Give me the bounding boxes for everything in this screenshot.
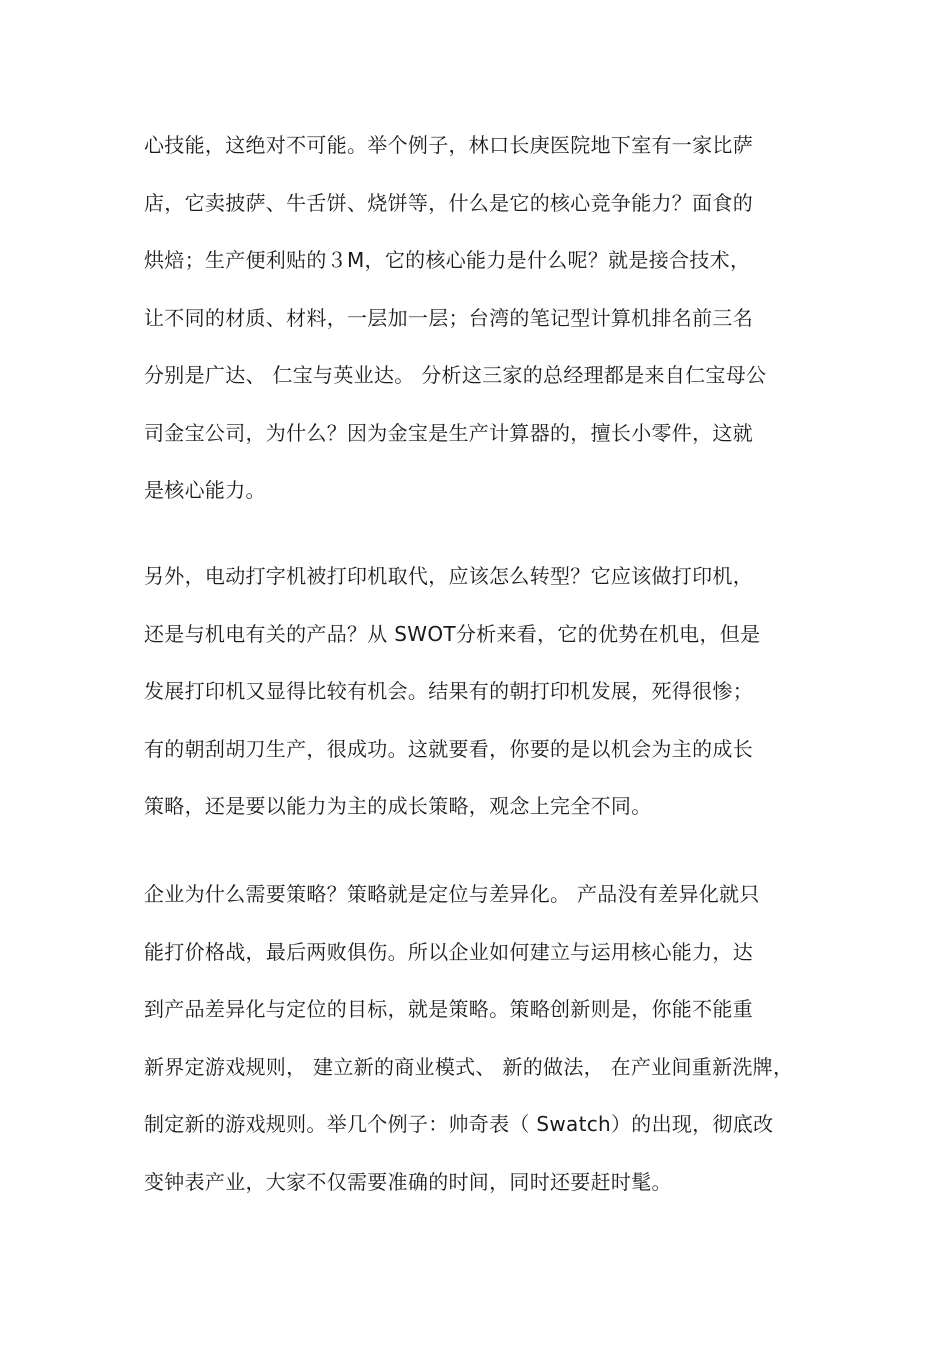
text-line: 制定新的游戏规则。举几个例子：帅奇表（ Swatch）的出现，彻底改 [144, 1112, 774, 1136]
text-line: 店，它卖披萨、牛舌饼、烧饼等，什么是它的核心竞争能力？面食的 [144, 190, 753, 215]
paragraph-strategy-innovation [144, 866, 824, 1211]
paragraph-core-competence [144, 117, 824, 520]
text-line: 到产品差异化与定位的目标，就是策略。策略创新则是，你能不能重 [144, 997, 753, 1021]
text-line: 另外，电动打字机被打印机取代，应该怎么转型？它应该做打印机， [144, 564, 753, 588]
text-line: 策略，还是要以能力为主的成长策略，观念上完全不同。 [144, 794, 652, 818]
text-line: 还是与机电有关的产品？从 SWOT分析来看，它的优势在机电，但是 [144, 621, 761, 646]
text-line: 有的朝刮胡刀生产，很成功。这就要看，你要的是以机会为主的成长 [144, 736, 753, 761]
text-line: 新界定游戏规则， 建立新的商业模式、 新的做法， 在产业间重新洗牌， [144, 1054, 794, 1079]
paragraph-typewriter-transition [144, 548, 824, 836]
text-line: 烘焙；生产便利贴的３M，它的核心能力是什么呢？就是接合技术， [144, 248, 751, 272]
text-line: 发展打印机又显得比较有机会。结果有的朝打印机发展，死得很惨； [144, 679, 753, 703]
text-line: 司金宝公司，为什么？因为金宝是生产计算器的，擅长小零件，这就 [144, 420, 753, 445]
text-line: 是核心能力。 [144, 478, 266, 502]
text-line: 心技能，这绝对不可能。举个例子，林口长庚医院地下室有一家比萨 [144, 133, 753, 157]
text-line: 能打价格战，最后两败俱伤。所以企业如何建立与运用核心能力，达 [144, 939, 753, 964]
text-line: 企业为什么需要策略？策略就是定位与差异化。 产品没有差异化就只 [144, 882, 760, 906]
text-line: 变钟表产业，大家不仅需要准确的时间，同时还要赶时髦。 [144, 1169, 672, 1194]
text-line: 分别是广达、 仁宝与英业达。 分析这三家的总经理都是来自仁宝母公 [144, 363, 767, 387]
text-line: 让不同的材质、材料，一层加一层；台湾的笔记型计算机排名前三名 [144, 305, 753, 330]
